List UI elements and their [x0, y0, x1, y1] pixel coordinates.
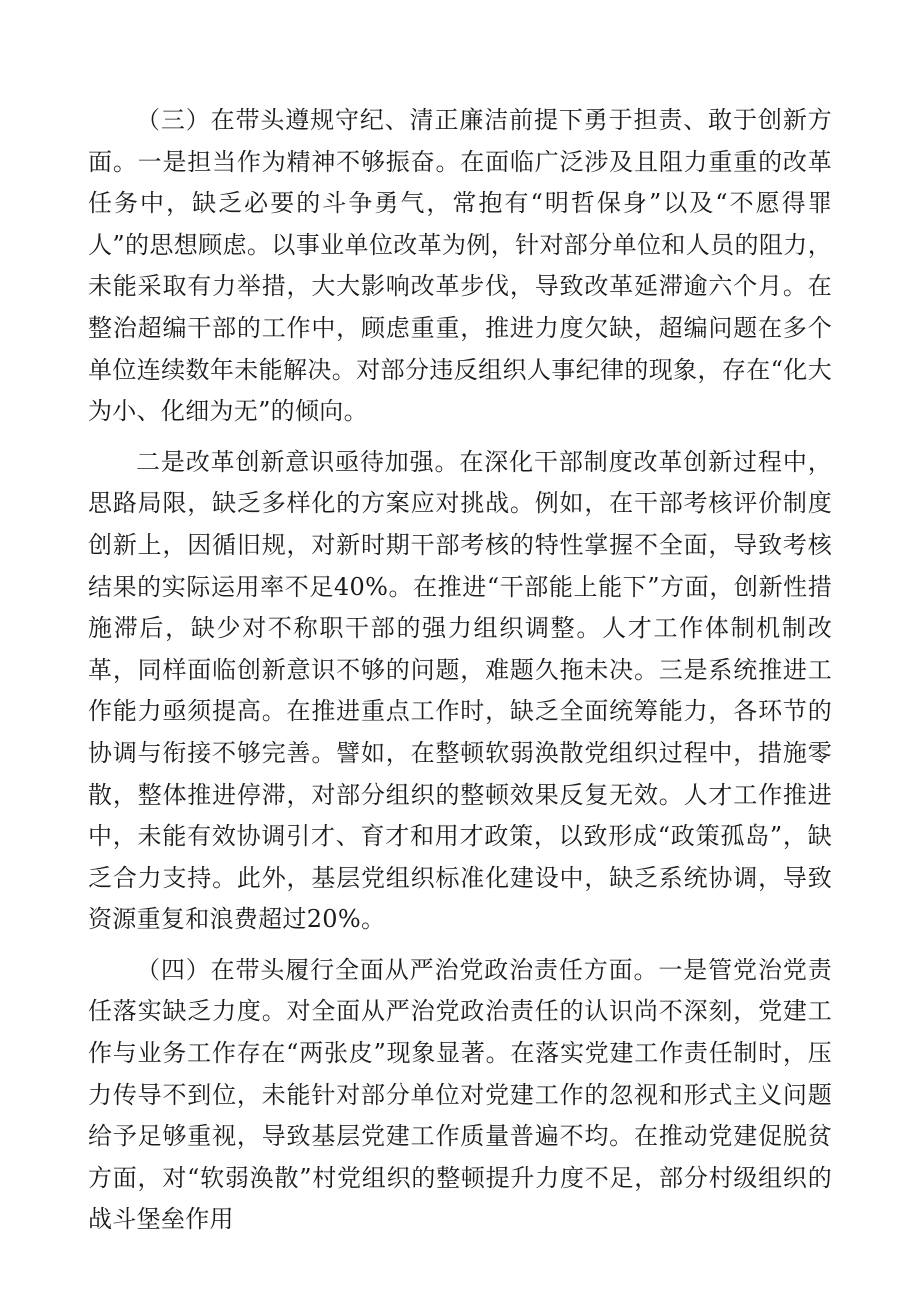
paragraph-section-3: （三）在带头遵规守纪、清正廉洁前提下勇于担责、敢于创新方面。一是担当作为精神不够振奋。在面临广泛涉及且阻力重重的改革任务中，缺乏必要的斗争勇气，常抱有“明哲保身”以及“不愿得罪人”的思想顾虑。以事业单位改革为例，针对部分单位和人员的阻力，未能采取有力举措，大大影响改革步伐，导致改革延滞逾六个月。在整治超编干部的工作中，顾虑重重，推进力度欠缺，超编问题在多个单位连续数年未能解决。对部分违反组织人事纪律的现象，存在“化大为小、化细为无”的倾向。: [88, 106, 832, 426]
document-body: [88, 100, 832, 1241]
paragraph-section-4: （四）在带头履行全面从严治党政治责任方面。一是管党治党责任落实缺乏力度。对全面从严治党政治责任的认识尚不深刻，党建工作与业务工作存在“两张皮”现象显著。在落实党建工作责任制时，压力传导不到位，未能针对部分单位对党建工作的忽视和形式主义问题给予足够重视，导致基层党建工作质量普遍不均。在推动党建促脱贫方面，对“软弱涣散”村党组织的整顿提升力度不足，部分村级组织的战斗堡垒作用: [88, 955, 832, 1234]
paragraph-reform-innovation: 二是改革创新意识亟待加强。在深化干部制度改革创新过程中，思路局限，缺乏多样化的方案应对挑战。例如，在干部考核评价制度创新上，因循旧规，对新时期干部考核的特性掌握不全面，导致考核结果的实际运用率不足40%。在推进“干部能上能下”方面，创新性措施滞后，缺少对不称职干部的强力组织调整。人才工作体制机制改革，同样面临创新意识不够的问题，难题久拖未决。三是系统推进工作能力亟须提高。在推进重点工作时，缺乏全面统筹能力，各环节的协调与衔接不够完善。譬如，在整顿软弱涣散党组织过程中，措施零散，整体推进停滞，对部分组织的整顿效果反复无效。人才工作推进中，未能有效协调引才、育才和用才政策，以致形成“政策孤岛”，缺乏合力支持。此外，基层党组织标准化建设中，缺乏系统协调，导致资源重复和浪费超过20%。: [88, 447, 832, 934]
